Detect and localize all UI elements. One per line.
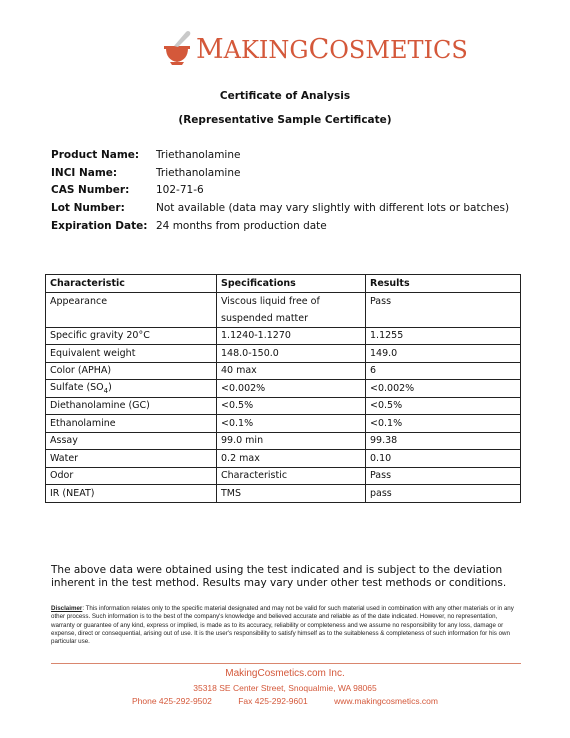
mortar-pestle-icon bbox=[160, 28, 194, 66]
table-cell: 0.2 max bbox=[217, 450, 366, 468]
table-cell: 148.0-150.0 bbox=[217, 345, 366, 363]
info-row-inci-name bbox=[51, 164, 509, 182]
table-cell: Ethanolamine bbox=[46, 415, 217, 433]
table-row bbox=[46, 397, 521, 415]
disclaimer-text: : This information relates only to the specific material designated and may not be valid for such material used in combination with any other materials or in any other process. Such information is to the best of the company's knowledge and believed accurate and reliable as of the date indicated. However, no representation, warranty or guarantee of any kind, express or implied, is made as to its accuracy, reliability or completeness and we assume no responsibility for any loss, damage or expense, direct or consequential, arising out of use. It is the user's responsibility to satisfy himself as to the suitableness & completeness of such information for his own particular use. bbox=[51, 605, 514, 646]
table-cell: 1.1240-1.1270 bbox=[217, 327, 366, 345]
table-cell: Color (APHA) bbox=[46, 362, 217, 380]
footer-divider bbox=[51, 663, 521, 664]
footer-website[interactable]: www.makingcosmetics.com bbox=[334, 696, 438, 706]
info-row-cas-number bbox=[51, 182, 509, 200]
table-cell: pass bbox=[366, 485, 521, 503]
table-body bbox=[46, 292, 521, 502]
footer-phone: Phone 425-292-9502 bbox=[131, 696, 212, 706]
logo-wordmark: MAKINGCOSMETICS bbox=[196, 34, 468, 65]
info-value: 24 months from production date bbox=[156, 220, 327, 233]
company-logo bbox=[160, 26, 468, 70]
info-row-product-name bbox=[51, 146, 509, 164]
table-cell: 0.10 bbox=[366, 450, 521, 468]
info-label: INCI Name: bbox=[51, 166, 118, 179]
table-row bbox=[46, 345, 521, 363]
info-row-lot-number bbox=[51, 199, 509, 217]
table-cell: 40 max bbox=[217, 362, 366, 380]
table-cell: TMS bbox=[217, 485, 366, 503]
table-cell: <0.1% bbox=[366, 415, 521, 433]
table-cell: Diethanolamine (GC) bbox=[46, 397, 217, 415]
table-cell: <0.002% bbox=[366, 380, 521, 398]
info-value: Triethanolamine bbox=[156, 148, 241, 161]
info-value: Triethanolamine bbox=[156, 166, 241, 179]
table-cell: Pass bbox=[366, 467, 521, 485]
table-row bbox=[46, 362, 521, 380]
disclaimer bbox=[51, 605, 521, 646]
table-cell: <0.1% bbox=[217, 415, 366, 433]
table-cell: Assay bbox=[46, 432, 217, 450]
test-method-note: The above data were obtained using the test indicated and is subject to the deviation inherent in the test method. Results may vary under other test methods or conditions. bbox=[51, 564, 507, 589]
table-cell: Viscous liquid free of suspended matter bbox=[217, 292, 366, 327]
document-title: Certificate of Analysis bbox=[219, 90, 351, 102]
table-cell: 99.0 min bbox=[217, 432, 366, 450]
table-cell: Equivalent weight bbox=[46, 345, 217, 363]
info-row-expiration-date bbox=[51, 217, 509, 235]
footer-fax: Fax 425-292-9601 bbox=[238, 696, 308, 706]
table-cell: 1.1255 bbox=[366, 327, 521, 345]
table-row bbox=[46, 450, 521, 468]
table-row bbox=[46, 327, 521, 345]
info-label: Expiration Date: bbox=[51, 220, 148, 233]
table-cell: Water bbox=[46, 450, 217, 468]
table-cell: Sulfate $(SO_4)$ bbox=[46, 380, 217, 398]
table-cell: <0.5% bbox=[217, 397, 366, 415]
table-cell: 149.0 bbox=[366, 345, 521, 363]
specification-table bbox=[45, 274, 521, 503]
table-cell: Odor bbox=[46, 467, 217, 485]
table-cell: IR (NEAT) bbox=[46, 485, 217, 503]
info-label: Lot Number: bbox=[51, 202, 125, 215]
document-subtitle: (Representative Sample Certificate) bbox=[178, 114, 392, 126]
footer-address: 35318 SE Center Street, Snoqualmie, WA 98065 bbox=[193, 683, 377, 693]
table-cell: Appearance bbox=[46, 292, 217, 327]
table-cell: Characteristic bbox=[217, 467, 366, 485]
table-row bbox=[46, 432, 521, 450]
disclaimer-label: Disclaimer bbox=[51, 605, 83, 612]
footer-company: MakingCosmetics.com Inc. bbox=[225, 668, 345, 679]
footer-contact bbox=[0, 696, 570, 706]
table-row bbox=[46, 415, 521, 433]
table-cell: 6 bbox=[366, 362, 521, 380]
info-value: Not available (data may vary slightly with different lots or batches) bbox=[156, 202, 510, 215]
table-row bbox=[46, 292, 521, 327]
product-info bbox=[51, 146, 509, 235]
info-label: CAS Number: bbox=[51, 184, 130, 197]
column-header: Results bbox=[366, 275, 521, 293]
table-cell: <0.5% bbox=[366, 397, 521, 415]
column-header: Specifications bbox=[217, 275, 366, 293]
column-header: Characteristic bbox=[46, 275, 217, 293]
table-cell: Pass bbox=[366, 292, 521, 327]
table-row bbox=[46, 380, 521, 398]
info-value: 102-71-6 bbox=[156, 184, 204, 197]
info-label: Product Name: bbox=[51, 148, 140, 161]
table-row bbox=[46, 467, 521, 485]
table-cell: Specific gravity 20°C bbox=[46, 327, 217, 345]
table-cell: 99.38 bbox=[366, 432, 521, 450]
table-row bbox=[46, 485, 521, 503]
table-cell: <0.002% bbox=[217, 380, 366, 398]
table-header-row bbox=[46, 275, 521, 293]
